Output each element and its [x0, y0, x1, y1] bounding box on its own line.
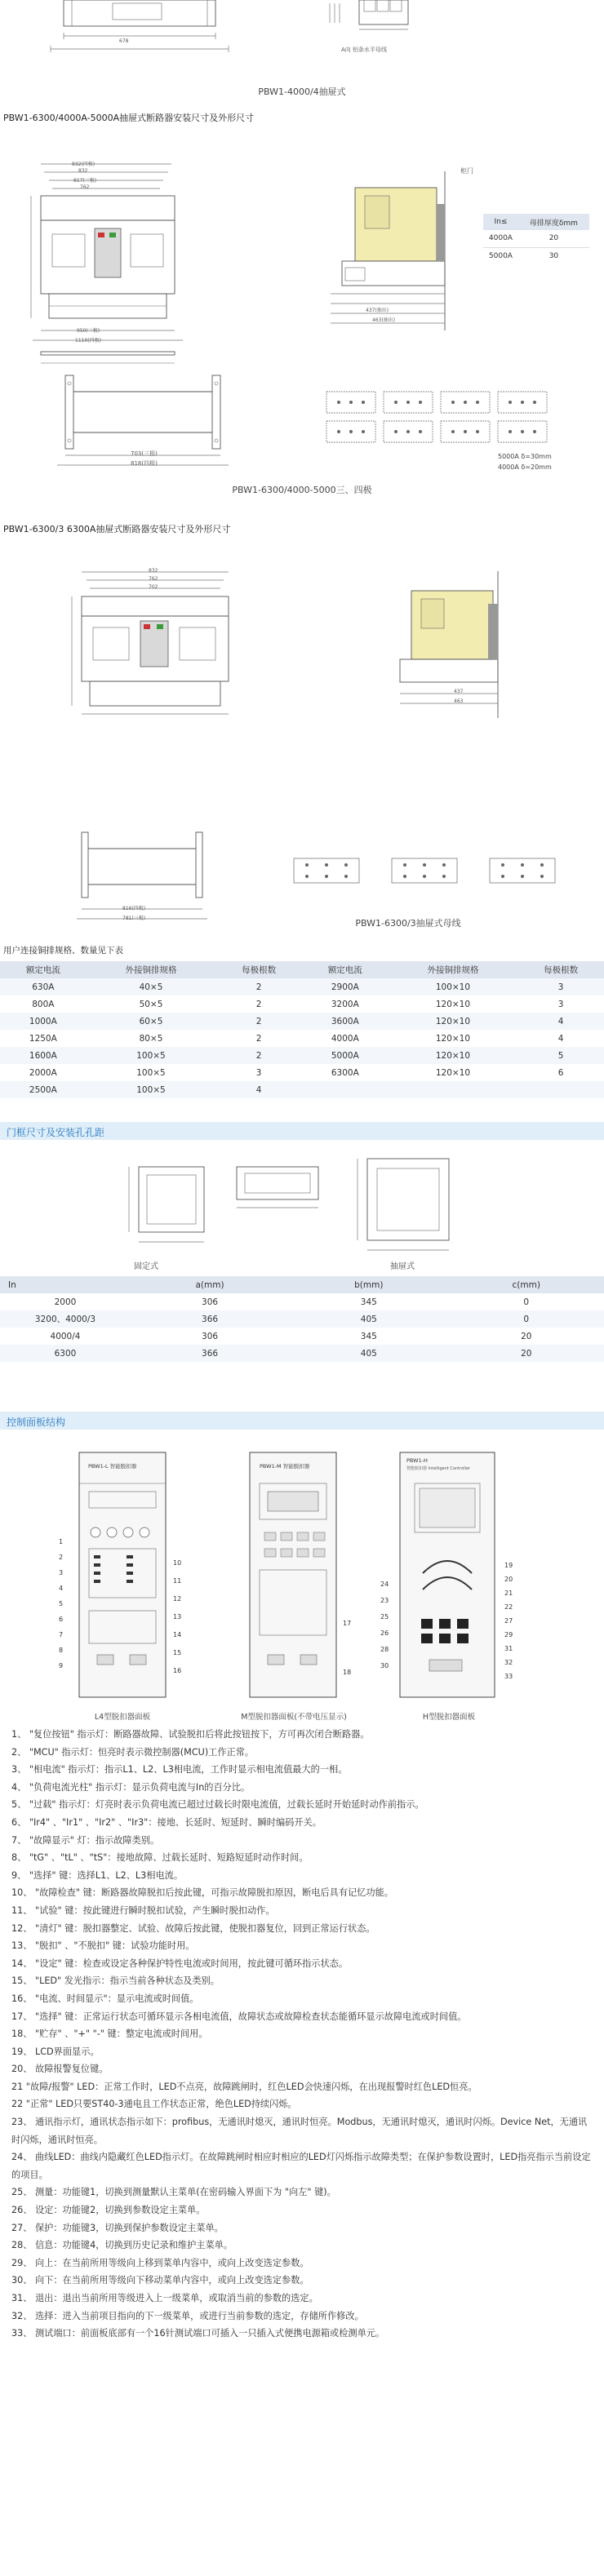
door-section-bar — [0, 1122, 604, 1140]
panel-h-title: PBW1-H — [406, 1457, 428, 1464]
s2-dim-781: 781(三极) — [122, 916, 146, 921]
cell: 2 — [255, 999, 262, 1009]
conn-h-2: 每极根数 — [215, 961, 302, 978]
bus-r1-c0: 5000A — [488, 251, 513, 260]
cell: 306 — [202, 1297, 219, 1307]
cell: 4 — [557, 1033, 564, 1044]
cell: 2 — [215, 978, 302, 995]
cell: 3 — [557, 999, 564, 1009]
cell: 2900A — [302, 978, 389, 995]
cell: 120×10 — [389, 1013, 518, 1030]
list-item: 33、 测试端口：前面板底部有一个16针测试端口可插入一只插入式便携电源箱或检测单元。 — [11, 2328, 385, 2339]
cell: 2000A — [29, 1067, 57, 1078]
section1-title: PBW1-6300/4000A-5000A抽屉式断路器安装尺寸及外形尺寸 — [3, 113, 255, 123]
table-row — [0, 1013, 604, 1030]
busbar-spec-table — [0, 961, 604, 1098]
s1-dim-703: 703(三极) — [131, 450, 158, 457]
list-item: 26、 设定：功能键2，切换到参数设定主菜单。 — [11, 2205, 206, 2216]
door-h-3: c(mm) — [449, 1276, 604, 1293]
cell: 100×10 — [389, 978, 518, 995]
table-row — [0, 1310, 604, 1328]
s2-dim-762: 762 — [149, 576, 158, 582]
conn-h-4: 外接铜排规格 — [389, 961, 518, 978]
panel-l4-caption: L4型脱扣器面板 — [94, 1713, 151, 1722]
cell: 50×5 — [139, 999, 163, 1009]
list-item: 5、 "过载" 指示灯：灯亮时表示负荷电流已超过过载长时限电流值，过载长延时开始延时动作前指示。 — [11, 1799, 424, 1811]
s2-dim-463: 463 — [454, 698, 464, 704]
list-item: 9、 "选择" 键：选择L1、L2、L3相电流。 — [11, 1869, 184, 1881]
cell — [389, 1081, 518, 1098]
cell: 5 — [517, 1047, 604, 1064]
bus-h-0: In≤ — [483, 214, 518, 230]
panel-m-drawing — [248, 1451, 338, 1705]
table-row — [0, 1081, 604, 1098]
cell: 800A — [32, 999, 55, 1009]
table-row — [0, 1030, 604, 1047]
list-item: 4、 "负荷电流光柱" 指示灯：显示负荷电流与In的百分比。 — [11, 1781, 251, 1793]
section1-caption: PBW1-6300/4000-5000三、四极 — [232, 485, 372, 495]
list-item: 16、 "电流、时间显示"：显示电流或时间值。 — [11, 1993, 199, 2004]
cell: 3 — [517, 978, 604, 995]
list-item: 32、 选择：进入当前项目指向的下一级菜单，或进行当前参数的选定，存储所作修改。 — [11, 2310, 364, 2321]
s2-dim-832: 832 — [149, 568, 158, 574]
bus-r0-c0: 4000A — [483, 230, 518, 247]
cell: 100×5 — [87, 1081, 216, 1098]
door-h-2: b(mm) — [289, 1276, 448, 1293]
cell: 100×5 — [87, 1047, 216, 1064]
cell: 120×10 — [435, 999, 471, 1009]
cell: 345 — [360, 1297, 377, 1307]
cell: 6300A — [331, 1067, 359, 1078]
cell: 2000 — [54, 1297, 77, 1307]
section2-caption: PBW1-6300/3抽屉式母线 — [355, 918, 461, 929]
conn-h-5: 每极根数 — [517, 961, 604, 978]
list-item: 31、 退出：退出当前所用等级进入上一级菜单，或取消当前的参数的选定。 — [11, 2293, 318, 2303]
cell: 4000/4 — [50, 1331, 81, 1341]
cell: 1000A — [0, 1013, 87, 1030]
list-item: 23、 通讯指示灯，通讯状态指示如下：profibus，无通讯时熄灭，通讯时恒亮。Modbus，无通讯时熄灭，通讯时闪烁。Device Net，无通讯时闪烁，通讯时恒亮。 — [11, 2117, 588, 2145]
cell: 3200A — [331, 999, 359, 1009]
fig-top-small-label: A向 铝条水平母线 — [341, 47, 388, 53]
callouts-mid-right: 17 18 — [343, 1620, 352, 1676]
cell: 120×10 — [435, 1033, 471, 1044]
table-row — [0, 978, 604, 995]
control-section-bar — [0, 1412, 604, 1430]
s2-busbar-terminals — [286, 849, 580, 898]
breaker-6300-front-view — [16, 159, 196, 379]
callouts-mid-left: 10 11 12 13 14 15 16 — [173, 1559, 182, 1674]
s1-dim-463: 463(抽出) — [372, 317, 396, 323]
list-item: 7、 "故障显示" 灯：指示故障类别。 — [11, 1834, 160, 1846]
list-item: 21 "故障/报警" LED：正常工作时，LED不点亮，故障跳闸时，红色LED会快速闪烁，在出现报警时红色LED恒亮。 — [11, 2081, 477, 2092]
panel-h-subtitle: 智能脱扣器 Intelligent Controller — [406, 1466, 471, 1471]
panel-l4-drawing — [78, 1451, 167, 1705]
table-row — [0, 1064, 604, 1081]
s1-dim-832: 832 — [78, 168, 88, 174]
cell: 405 — [289, 1345, 448, 1362]
cell: 405 — [289, 1310, 448, 1328]
list-item: 6、 "Ir4" 、"Ir1" 、"Ir2" 、"Ir3"：接地、长延时、短延时、瞬时编码开关。 — [11, 1816, 322, 1828]
cell: 0 — [449, 1310, 604, 1328]
s1-dim-1110: 1110(四极) — [75, 338, 101, 344]
cell: 366 — [131, 1310, 289, 1328]
cell: 40×5 — [87, 978, 216, 995]
s1-dim-437: 437(抽出) — [366, 308, 389, 313]
door-frame-table — [0, 1276, 604, 1362]
list-item: 1、 "复位按钮" 指示灯：断路器故障、试验脱扣后将此按钮按下，方可再次闭合断路器。 — [11, 1729, 370, 1740]
cell — [302, 1081, 389, 1098]
door-label: 柜门 — [460, 167, 473, 175]
breaker-6300-3-front-view — [65, 567, 245, 755]
cell: 3600A — [302, 1013, 389, 1030]
list-item: 13、 "脱扣" 、"不脱扣" 键：试验功能时用。 — [11, 1940, 195, 1952]
list-item: 10、 "故障检查" 键：断路器故障脱扣后按此键，可指示故障脱扣原因，断电后具有记忆功能。 — [11, 1887, 393, 1899]
door-section-title: 门框尺寸及安装孔孔距 — [7, 1127, 105, 1138]
cell: 20 — [521, 1331, 532, 1341]
s2-dim-816: 816(四极) — [122, 906, 146, 911]
cell: 3 — [255, 1067, 262, 1078]
cell: 4000A — [331, 1033, 359, 1044]
door-frame-drawings — [122, 1151, 482, 1273]
list-item: 22 "正常" LED只要ST40-3通电且工作状态正常，绝色LED持续闪烁。 — [11, 2099, 297, 2110]
breaker-6300-side-view — [322, 171, 477, 335]
bus-r1-c1: 30 — [548, 251, 559, 260]
cell: 2500A — [0, 1081, 87, 1098]
table-header-row — [0, 961, 604, 978]
cell: 1600A — [0, 1047, 87, 1064]
door-label-fixed: 固定式 — [134, 1262, 158, 1271]
cell: 120×10 — [389, 1047, 518, 1064]
list-item: 8、 "tG" 、"tL" 、"tS"：接地故障、过载长延时、短路短延时动作时间。 — [11, 1852, 309, 1864]
table-row — [0, 1293, 604, 1310]
bus-h-1: 母排厚度δmm — [518, 214, 589, 230]
cell: 630A — [0, 978, 87, 995]
fig-top-caption: PBW1-4000/4抽屉式 — [258, 86, 346, 97]
cell: 20 — [449, 1345, 604, 1362]
list-item: 30、 向下：在当前所用等级向下移动菜单内容中，或向上改变选定参数。 — [11, 2275, 309, 2286]
list-item: 29、 向上：在当前所用等级向上移到菜单内容中，或向上改变选定参数。 — [11, 2257, 309, 2268]
s1-dim-832-4: 832(四极) — [72, 162, 95, 167]
cell: 366 — [131, 1345, 289, 1362]
busbar-note-4000: 4000A δ=20mm — [498, 463, 552, 471]
s1-dim-950: 950(三极) — [77, 328, 100, 334]
cell: 80×5 — [139, 1033, 163, 1044]
table-row — [0, 1328, 604, 1345]
panel-h-drawing — [398, 1451, 496, 1705]
conn-h-0: 额定电流 — [0, 961, 87, 978]
cell: 60×5 — [87, 1013, 216, 1030]
cell: 4 — [215, 1081, 302, 1098]
panel-l4-title: PBW1-L 智能脱扣器 — [88, 1463, 137, 1470]
panel-h-caption: H型脱扣器面板 — [422, 1713, 476, 1722]
list-item: 24、 曲线LED：曲线内隐藏红色LED指示灯。在故障跳闸时相应时相应的LED灯闪烁指示故障类型；在保护参数设置时，LED指亮指示当前设定的项目。 — [11, 2152, 591, 2180]
s1-dim-818: 818(四极) — [131, 460, 158, 467]
dim-678: 678 — [119, 38, 129, 44]
cell: 306 — [202, 1331, 219, 1341]
table-row — [0, 995, 604, 1013]
table-row — [0, 1047, 604, 1064]
list-item: 18、 "贮存" 、"+" "-" 键：整定电流或时间用。 — [11, 2028, 208, 2040]
list-item: 2、 "MCU" 指示灯：恒亮时表示微控制器(MCU)工作正常。 — [11, 1746, 255, 1758]
bus-r0-c1: 20 — [518, 230, 589, 247]
door-label-draw: 抽屉式 — [390, 1262, 415, 1271]
list-item: 28、 信息：功能键4，切换到历史记录和维护主菜单。 — [11, 2240, 233, 2251]
cell — [517, 1081, 604, 1098]
table-header-row — [0, 1276, 604, 1293]
cell: 2 — [215, 1047, 302, 1064]
busbar-note-5000: 5000A δ=30mm — [498, 453, 552, 460]
cell: 4 — [517, 1013, 604, 1030]
control-section-title: 控制面板结构 — [7, 1417, 66, 1428]
cell: 2 — [215, 1013, 302, 1030]
function-list — [11, 1726, 593, 2343]
cell: 5000A — [302, 1047, 389, 1064]
conn-table-title: 用户连接铜排规格、数量见下表 — [3, 946, 123, 955]
cell: 3200、4000/3 — [0, 1310, 131, 1328]
list-item: 25、 测量：功能键1，切换到测量默认主菜单(在密码输入界面下为 "向左" 键)。 — [11, 2187, 336, 2198]
callouts-right-left: 24 23 25 26 28 30 — [380, 1581, 389, 1669]
cell: 100×5 — [136, 1067, 166, 1078]
s2-dim-437: 437 — [454, 689, 464, 694]
s1-dim-762: 762 — [80, 184, 90, 190]
conn-h-3: 额定电流 — [302, 961, 389, 978]
cell: 0 — [523, 1297, 530, 1307]
list-item: 20、 故障报警复位键。 — [11, 2064, 109, 2075]
callouts-right-right: 19 20 21 22 27 29 31 32 33 — [504, 1562, 513, 1680]
cell: 345 — [360, 1331, 377, 1341]
callouts-left: 1 2 3 4 5 6 7 8 9 — [59, 1538, 64, 1669]
cell: 1250A — [29, 1033, 57, 1044]
list-item: 15、 "LED" 发光指示：指示当前各种状态及类别。 — [11, 1975, 220, 1987]
list-item: 17、 "选择" 键：正常运行状态可循环显示各相电流值，故障状态或故障检查状态能循环显示故障电流或时间值。 — [11, 2011, 467, 2022]
s1-dim-817: 817(三极) — [73, 178, 97, 184]
s2-dim-702: 702 — [149, 584, 158, 590]
list-item: 3、 "相电流" 指示灯：指示L1、L2、L3相电流，工作时显示相电流值最大的一相。 — [11, 1764, 348, 1776]
cell: 6300 — [0, 1345, 131, 1362]
door-h-0: In — [0, 1276, 131, 1293]
list-item: 19、 LCD界面显示。 — [11, 2046, 100, 2057]
list-item: 12、 "清灯" 键：脱扣器整定、试验、故障后按此键，使脱扣器复位，回到正常运行状态。 — [11, 1922, 375, 1934]
door-h-1: a(mm) — [131, 1276, 289, 1293]
cell: 120×10 — [435, 1067, 471, 1078]
panel-m-title: PBW1-M 智能脱扣器 — [260, 1463, 310, 1470]
list-item: 27、 保护：功能键3，切换到保护参数设定主菜单。 — [11, 2222, 224, 2233]
panel-m-caption: M型脱扣器面板(不带电压显示) — [241, 1713, 347, 1722]
list-item: 14、 "设定" 键：检查或设定各种保护特性电流或时间用，按此键可循环指示状态。 — [11, 1957, 349, 1969]
table-row — [0, 1345, 604, 1362]
busbar-thickness-table — [483, 214, 589, 264]
cell: 2 — [255, 1033, 262, 1044]
s2-mounting-base — [73, 824, 220, 930]
conn-h-1: 外接铜排规格 — [87, 961, 216, 978]
list-item: 11、 "试验" 键：按此键进行瞬时脱扣试验，产生瞬时脱扣动作。 — [11, 1904, 275, 1916]
section2-title: PBW1-6300/3 6300A抽屉式断路器安装尺寸及外形尺寸 — [3, 524, 231, 534]
cell: 6 — [557, 1067, 564, 1078]
